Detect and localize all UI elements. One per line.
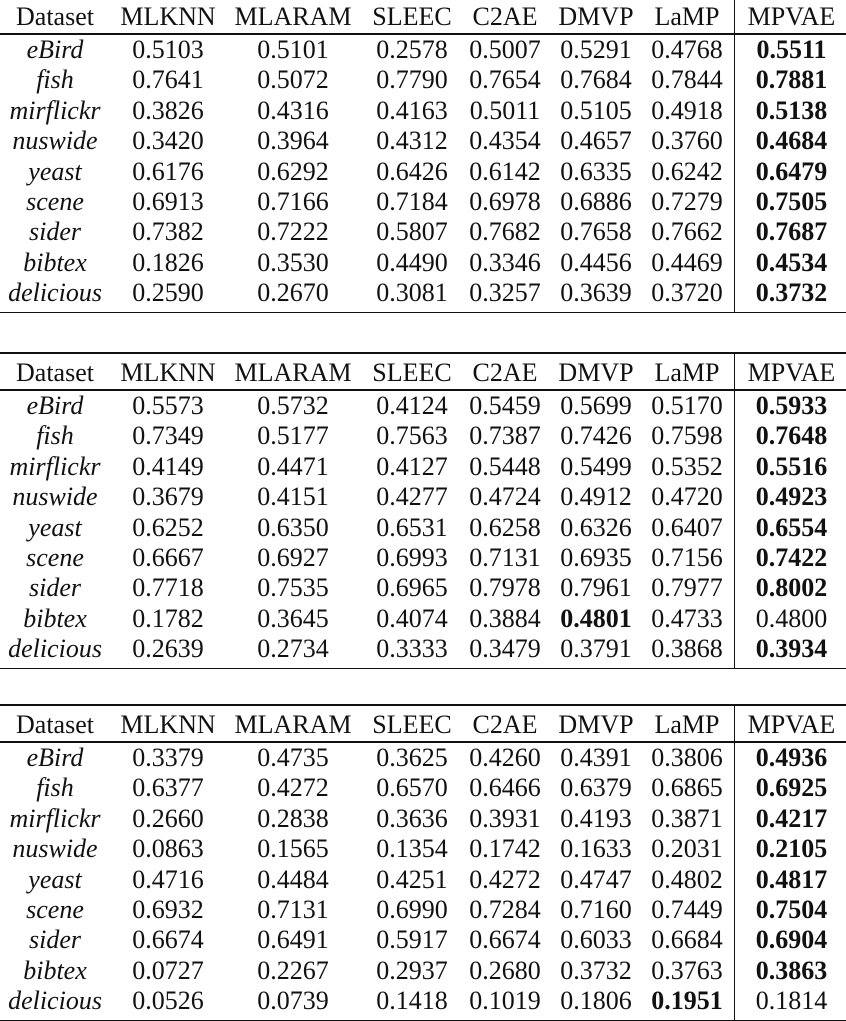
- value-cell: 0.5499: [560, 451, 632, 481]
- column-header: C2AE: [472, 358, 538, 387]
- dataset-name: bibtex: [23, 247, 87, 277]
- column-header: C2AE: [472, 2, 538, 31]
- value-cell: 0.4151: [257, 482, 329, 512]
- value-cell: 0.4193: [560, 803, 632, 833]
- table-row: [0, 217, 846, 247]
- value-cell: 0.3720: [651, 278, 723, 308]
- value-cell: 0.2267: [257, 955, 329, 985]
- value-cell: 0.5732: [257, 391, 329, 420]
- value-cell: 0.5917: [376, 925, 448, 955]
- column-header: Dataset: [16, 710, 94, 739]
- value-cell: 0.6932: [132, 895, 204, 924]
- dataset-name: nuswide: [12, 126, 98, 156]
- value-cell: 0.3479: [469, 634, 541, 664]
- value-cell: 0.4456: [560, 247, 632, 277]
- value-cell: 0.5103: [132, 35, 204, 64]
- value-cell: 0.3763: [651, 955, 723, 985]
- column-header: MPVAE: [747, 358, 836, 387]
- table-row: [0, 834, 846, 864]
- dataset-name: sider: [29, 573, 81, 603]
- column-header: Dataset: [16, 358, 94, 387]
- value-cell: 0.5105: [560, 95, 632, 125]
- value-cell: 0.7563: [376, 421, 448, 451]
- value-cell: 0.4918: [651, 95, 723, 125]
- value-cell: 0.4484: [257, 864, 329, 894]
- value-cell: 0.4471: [257, 451, 329, 481]
- value-cell: 0.5573: [132, 391, 204, 420]
- value-cell: 0.6990: [376, 895, 448, 924]
- column-header: LaMP: [654, 358, 720, 387]
- value-cell: 0.6479: [755, 156, 828, 186]
- value-cell: 0.4802: [651, 864, 723, 894]
- value-cell: 0.7662: [651, 217, 723, 247]
- dataset-name: eBird: [26, 391, 84, 420]
- value-cell: 0.5933: [755, 391, 828, 420]
- value-cell: 0.7166: [257, 187, 329, 216]
- table-row: [0, 513, 846, 543]
- value-cell: 0.4469: [651, 247, 723, 277]
- value-cell: 0.4684: [755, 126, 828, 156]
- value-cell: 0.7978: [469, 573, 541, 603]
- value-cell: 0.4316: [257, 95, 329, 125]
- value-cell: 0.3934: [755, 634, 828, 664]
- column-header: Dataset: [16, 2, 94, 31]
- table-row: [0, 895, 846, 925]
- dataset-name: scene: [26, 895, 84, 924]
- value-cell: 0.6176: [132, 156, 204, 186]
- dataset-name: fish: [36, 773, 74, 803]
- value-cell: 0.7658: [560, 217, 632, 247]
- dataset-name: nuswide: [12, 834, 98, 864]
- dataset-name: eBird: [26, 743, 84, 772]
- table-row: [0, 804, 846, 834]
- value-cell: 0.6326: [560, 512, 632, 542]
- value-cell: 0.3636: [376, 803, 448, 833]
- column-header: MPVAE: [747, 710, 836, 739]
- value-cell: 0.6242: [651, 156, 723, 186]
- value-cell: 0.3625: [376, 743, 448, 772]
- value-cell: 0.3257: [469, 278, 541, 308]
- value-cell: 0.6142: [469, 156, 541, 186]
- value-cell: 0.4277: [376, 482, 448, 512]
- value-cell: 0.5101: [257, 35, 329, 64]
- value-cell: 0.4127: [376, 451, 448, 481]
- value-cell: 0.7598: [651, 421, 723, 451]
- value-cell: 0.5448: [469, 451, 541, 481]
- value-cell: 0.0863: [132, 834, 204, 864]
- dataset-name: yeast: [28, 156, 82, 186]
- value-cell: 0.6667: [132, 543, 204, 572]
- value-cell: 0.6935: [560, 543, 632, 572]
- value-cell: 0.4801: [560, 603, 632, 633]
- value-cell: 0.7422: [755, 543, 828, 572]
- value-cell: 0.6491: [257, 925, 329, 955]
- value-cell: 0.4272: [469, 864, 541, 894]
- value-cell: 0.7426: [560, 421, 632, 451]
- value-cell: 0.7131: [257, 895, 329, 924]
- column-separator: [734, 352, 735, 668]
- value-cell: 0.5807: [376, 217, 448, 247]
- value-cell: 0.4391: [560, 743, 632, 772]
- column-header: MLKNN: [120, 358, 216, 387]
- value-cell: 0.3806: [651, 743, 723, 772]
- value-cell: 0.7718: [132, 573, 204, 603]
- column-header: LaMP: [654, 2, 720, 31]
- table-row: [0, 278, 846, 308]
- value-cell: 0.7844: [651, 65, 723, 95]
- value-cell: 0.7505: [755, 187, 828, 216]
- column-header: SLEEC: [372, 358, 452, 387]
- table-row: [0, 925, 846, 955]
- dataset-name: sider: [29, 217, 81, 247]
- table-row: [0, 865, 846, 895]
- value-cell: 0.5516: [755, 451, 828, 481]
- value-cell: 0.1418: [376, 986, 448, 1016]
- value-cell: 0.6674: [469, 925, 541, 955]
- value-cell: 0.5138: [755, 95, 828, 125]
- value-cell: 0.3732: [755, 278, 828, 308]
- value-cell: 0.3679: [132, 482, 204, 512]
- header-row: [0, 358, 846, 388]
- value-cell: 0.1951: [651, 986, 723, 1016]
- value-cell: 0.7648: [755, 421, 828, 451]
- value-cell: 0.5291: [560, 35, 632, 64]
- value-cell: 0.7449: [651, 895, 723, 924]
- value-cell: 0.6913: [132, 187, 204, 216]
- value-cell: 0.7160: [560, 895, 632, 924]
- value-cell: 0.5459: [469, 391, 541, 420]
- value-cell: 0.4817: [755, 864, 828, 894]
- table-row: [0, 573, 846, 603]
- value-cell: 0.0526: [132, 986, 204, 1016]
- value-cell: 0.4747: [560, 864, 632, 894]
- value-cell: 0.3420: [132, 126, 204, 156]
- table-row: [0, 391, 846, 421]
- table-row: [0, 452, 846, 482]
- value-cell: 0.7961: [560, 573, 632, 603]
- table-row: [0, 773, 846, 803]
- value-cell: 0.7881: [755, 65, 828, 95]
- value-cell: 0.1565: [257, 834, 329, 864]
- value-cell: 0.6033: [560, 925, 632, 955]
- column-header: LaMP: [654, 710, 720, 739]
- value-cell: 0.6426: [376, 156, 448, 186]
- value-cell: 0.6904: [755, 925, 828, 955]
- table-row: [0, 126, 846, 156]
- value-cell: 0.1354: [376, 834, 448, 864]
- column-header: MPVAE: [747, 2, 836, 31]
- column-header: MLARAM: [234, 2, 352, 31]
- value-cell: 0.4733: [651, 603, 723, 633]
- value-cell: 0.6570: [376, 773, 448, 803]
- value-cell: 0.6258: [469, 512, 541, 542]
- value-cell: 0.4490: [376, 247, 448, 277]
- value-cell: 0.7279: [651, 187, 723, 216]
- dataset-name: fish: [36, 65, 74, 95]
- value-cell: 0.4657: [560, 126, 632, 156]
- value-cell: 0.6978: [469, 187, 541, 216]
- value-cell: 0.6965: [376, 573, 448, 603]
- value-cell: 0.4534: [755, 247, 828, 277]
- value-cell: 0.7131: [469, 543, 541, 572]
- value-cell: 0.1782: [132, 603, 204, 633]
- value-cell: 0.3645: [257, 603, 329, 633]
- value-cell: 0.3964: [257, 126, 329, 156]
- header-row: [0, 710, 846, 740]
- column-header: MLKNN: [120, 710, 216, 739]
- dataset-name: yeast: [28, 512, 82, 542]
- column-header: MLKNN: [120, 2, 216, 31]
- value-cell: 0.8002: [755, 573, 828, 603]
- value-cell: 0.3081: [376, 278, 448, 308]
- table-row: [0, 543, 846, 573]
- value-cell: 0.3346: [469, 247, 541, 277]
- value-cell: 0.7382: [132, 217, 204, 247]
- value-cell: 0.7790: [376, 65, 448, 95]
- value-cell: 0.4260: [469, 743, 541, 772]
- value-cell: 0.1742: [469, 834, 541, 864]
- column-header: SLEEC: [372, 2, 452, 31]
- table-row: [0, 482, 846, 512]
- value-cell: 0.7684: [560, 65, 632, 95]
- value-cell: 0.2838: [257, 803, 329, 833]
- value-cell: 0.4124: [376, 391, 448, 420]
- value-cell: 0.2578: [376, 35, 448, 64]
- value-cell: 0.5007: [469, 35, 541, 64]
- value-cell: 0.7654: [469, 65, 541, 95]
- value-cell: 0.7682: [469, 217, 541, 247]
- value-cell: 0.6407: [651, 512, 723, 542]
- value-cell: 0.5177: [257, 421, 329, 451]
- dataset-name: eBird: [26, 35, 84, 64]
- value-cell: 0.5511: [756, 35, 827, 64]
- value-cell: 0.6350: [257, 512, 329, 542]
- dataset-name: delicious: [8, 278, 102, 308]
- value-cell: 0.4163: [376, 95, 448, 125]
- value-cell: 0.3379: [132, 743, 204, 772]
- value-cell: 0.7184: [376, 187, 448, 216]
- table-row: [0, 986, 846, 1016]
- column-header: C2AE: [472, 710, 538, 739]
- value-cell: 0.3791: [560, 634, 632, 664]
- value-cell: 0.1019: [469, 986, 541, 1016]
- bottom-rule: [0, 668, 846, 670]
- value-cell: 0.4936: [755, 743, 828, 772]
- value-cell: 0.2105: [755, 834, 828, 864]
- value-cell: 0.7222: [257, 217, 329, 247]
- value-cell: 0.6252: [132, 512, 204, 542]
- value-cell: 0.3760: [651, 126, 723, 156]
- column-header: MLARAM: [234, 710, 352, 739]
- value-cell: 0.6927: [257, 543, 329, 572]
- value-cell: 0.5072: [257, 65, 329, 95]
- dataset-name: nuswide: [12, 482, 98, 512]
- dataset-name: delicious: [8, 986, 102, 1016]
- table-row: [0, 187, 846, 217]
- value-cell: 0.4272: [257, 773, 329, 803]
- value-cell: 0.4912: [560, 482, 632, 512]
- top-rule: [0, 704, 846, 706]
- dataset-name: scene: [26, 543, 84, 572]
- bottom-rule: [0, 312, 846, 314]
- table-row: [0, 604, 846, 634]
- dataset-name: sider: [29, 925, 81, 955]
- table-row: [0, 634, 846, 664]
- column-header: MLARAM: [234, 358, 352, 387]
- dataset-name: bibtex: [23, 603, 87, 633]
- value-cell: 0.7156: [651, 543, 723, 572]
- table-row: [0, 65, 846, 95]
- value-cell: 0.5699: [560, 391, 632, 420]
- value-cell: 0.2680: [469, 955, 541, 985]
- value-cell: 0.7284: [469, 895, 541, 924]
- value-cell: 0.6886: [560, 187, 632, 216]
- value-cell: 0.6925: [755, 773, 828, 803]
- value-cell: 0.4074: [376, 603, 448, 633]
- value-cell: 0.6684: [651, 925, 723, 955]
- value-cell: 0.5170: [651, 391, 723, 420]
- value-cell: 0.6531: [376, 512, 448, 542]
- column-header: DMVP: [558, 358, 634, 387]
- value-cell: 0.4354: [469, 126, 541, 156]
- value-cell: 0.3871: [651, 803, 723, 833]
- dataset-name: delicious: [8, 634, 102, 664]
- column-separator: [734, 704, 735, 1020]
- column-header: SLEEC: [372, 710, 452, 739]
- value-cell: 0.4735: [257, 743, 329, 772]
- value-cell: 0.6377: [132, 773, 204, 803]
- top-rule: [0, 352, 846, 354]
- value-cell: 0.2639: [132, 634, 204, 664]
- value-cell: 0.2590: [132, 278, 204, 308]
- value-cell: 0.6466: [469, 773, 541, 803]
- dataset-name: mirflickr: [9, 451, 101, 481]
- value-cell: 0.4923: [755, 482, 828, 512]
- value-cell: 0.4149: [132, 451, 204, 481]
- dataset-name: mirflickr: [9, 95, 101, 125]
- value-cell: 0.6865: [651, 773, 723, 803]
- table-row: [0, 96, 846, 126]
- value-cell: 0.3826: [132, 95, 204, 125]
- value-cell: 0.0739: [257, 986, 329, 1016]
- value-cell: 0.1814: [755, 986, 828, 1016]
- column-header: DMVP: [558, 710, 634, 739]
- value-cell: 0.3884: [469, 603, 541, 633]
- value-cell: 0.2734: [257, 634, 329, 664]
- value-cell: 0.6292: [257, 156, 329, 186]
- value-cell: 0.7349: [132, 421, 204, 451]
- value-cell: 0.7387: [469, 421, 541, 451]
- value-cell: 0.3530: [257, 247, 329, 277]
- value-cell: 0.3863: [755, 955, 828, 985]
- value-cell: 0.5352: [651, 451, 723, 481]
- table-row: [0, 421, 846, 451]
- value-cell: 0.7977: [651, 573, 723, 603]
- value-cell: 0.4724: [469, 482, 541, 512]
- value-cell: 0.6335: [560, 156, 632, 186]
- dataset-name: fish: [36, 421, 74, 451]
- value-cell: 0.3639: [560, 278, 632, 308]
- table-row: [0, 956, 846, 986]
- value-cell: 0.4251: [376, 864, 448, 894]
- value-cell: 0.3732: [560, 955, 632, 985]
- dataset-name: mirflickr: [9, 803, 101, 833]
- value-cell: 0.4716: [132, 864, 204, 894]
- dataset-name: scene: [26, 187, 84, 216]
- value-cell: 0.3868: [651, 634, 723, 664]
- header-row: [0, 2, 846, 32]
- column-separator: [734, 0, 735, 312]
- value-cell: 0.0727: [132, 955, 204, 985]
- value-cell: 0.7535: [257, 573, 329, 603]
- value-cell: 0.2660: [132, 803, 204, 833]
- dataset-name: bibtex: [23, 955, 87, 985]
- value-cell: 0.4720: [651, 482, 723, 512]
- value-cell: 0.2937: [376, 955, 448, 985]
- column-header: DMVP: [558, 2, 634, 31]
- value-cell: 0.6379: [560, 773, 632, 803]
- value-cell: 0.7687: [755, 217, 828, 247]
- value-cell: 0.4800: [755, 603, 828, 633]
- value-cell: 0.6554: [755, 512, 828, 542]
- value-cell: 0.1806: [560, 986, 632, 1016]
- value-cell: 0.1633: [560, 834, 632, 864]
- table-row: [0, 743, 846, 773]
- value-cell: 0.2670: [257, 278, 329, 308]
- value-cell: 0.4768: [651, 35, 723, 64]
- value-cell: 0.6993: [376, 543, 448, 572]
- value-cell: 0.4312: [376, 126, 448, 156]
- value-cell: 0.5011: [469, 95, 541, 125]
- value-cell: 0.3931: [469, 803, 541, 833]
- table-row: [0, 248, 846, 278]
- value-cell: 0.7504: [755, 895, 828, 924]
- value-cell: 0.7641: [132, 65, 204, 95]
- value-cell: 0.2031: [651, 834, 723, 864]
- dataset-name: yeast: [28, 864, 82, 894]
- value-cell: 0.4217: [755, 803, 828, 833]
- value-cell: 0.3333: [376, 634, 448, 664]
- value-cell: 0.1826: [132, 247, 204, 277]
- table-row: [0, 35, 846, 65]
- table-row: [0, 157, 846, 187]
- value-cell: 0.6674: [132, 925, 204, 955]
